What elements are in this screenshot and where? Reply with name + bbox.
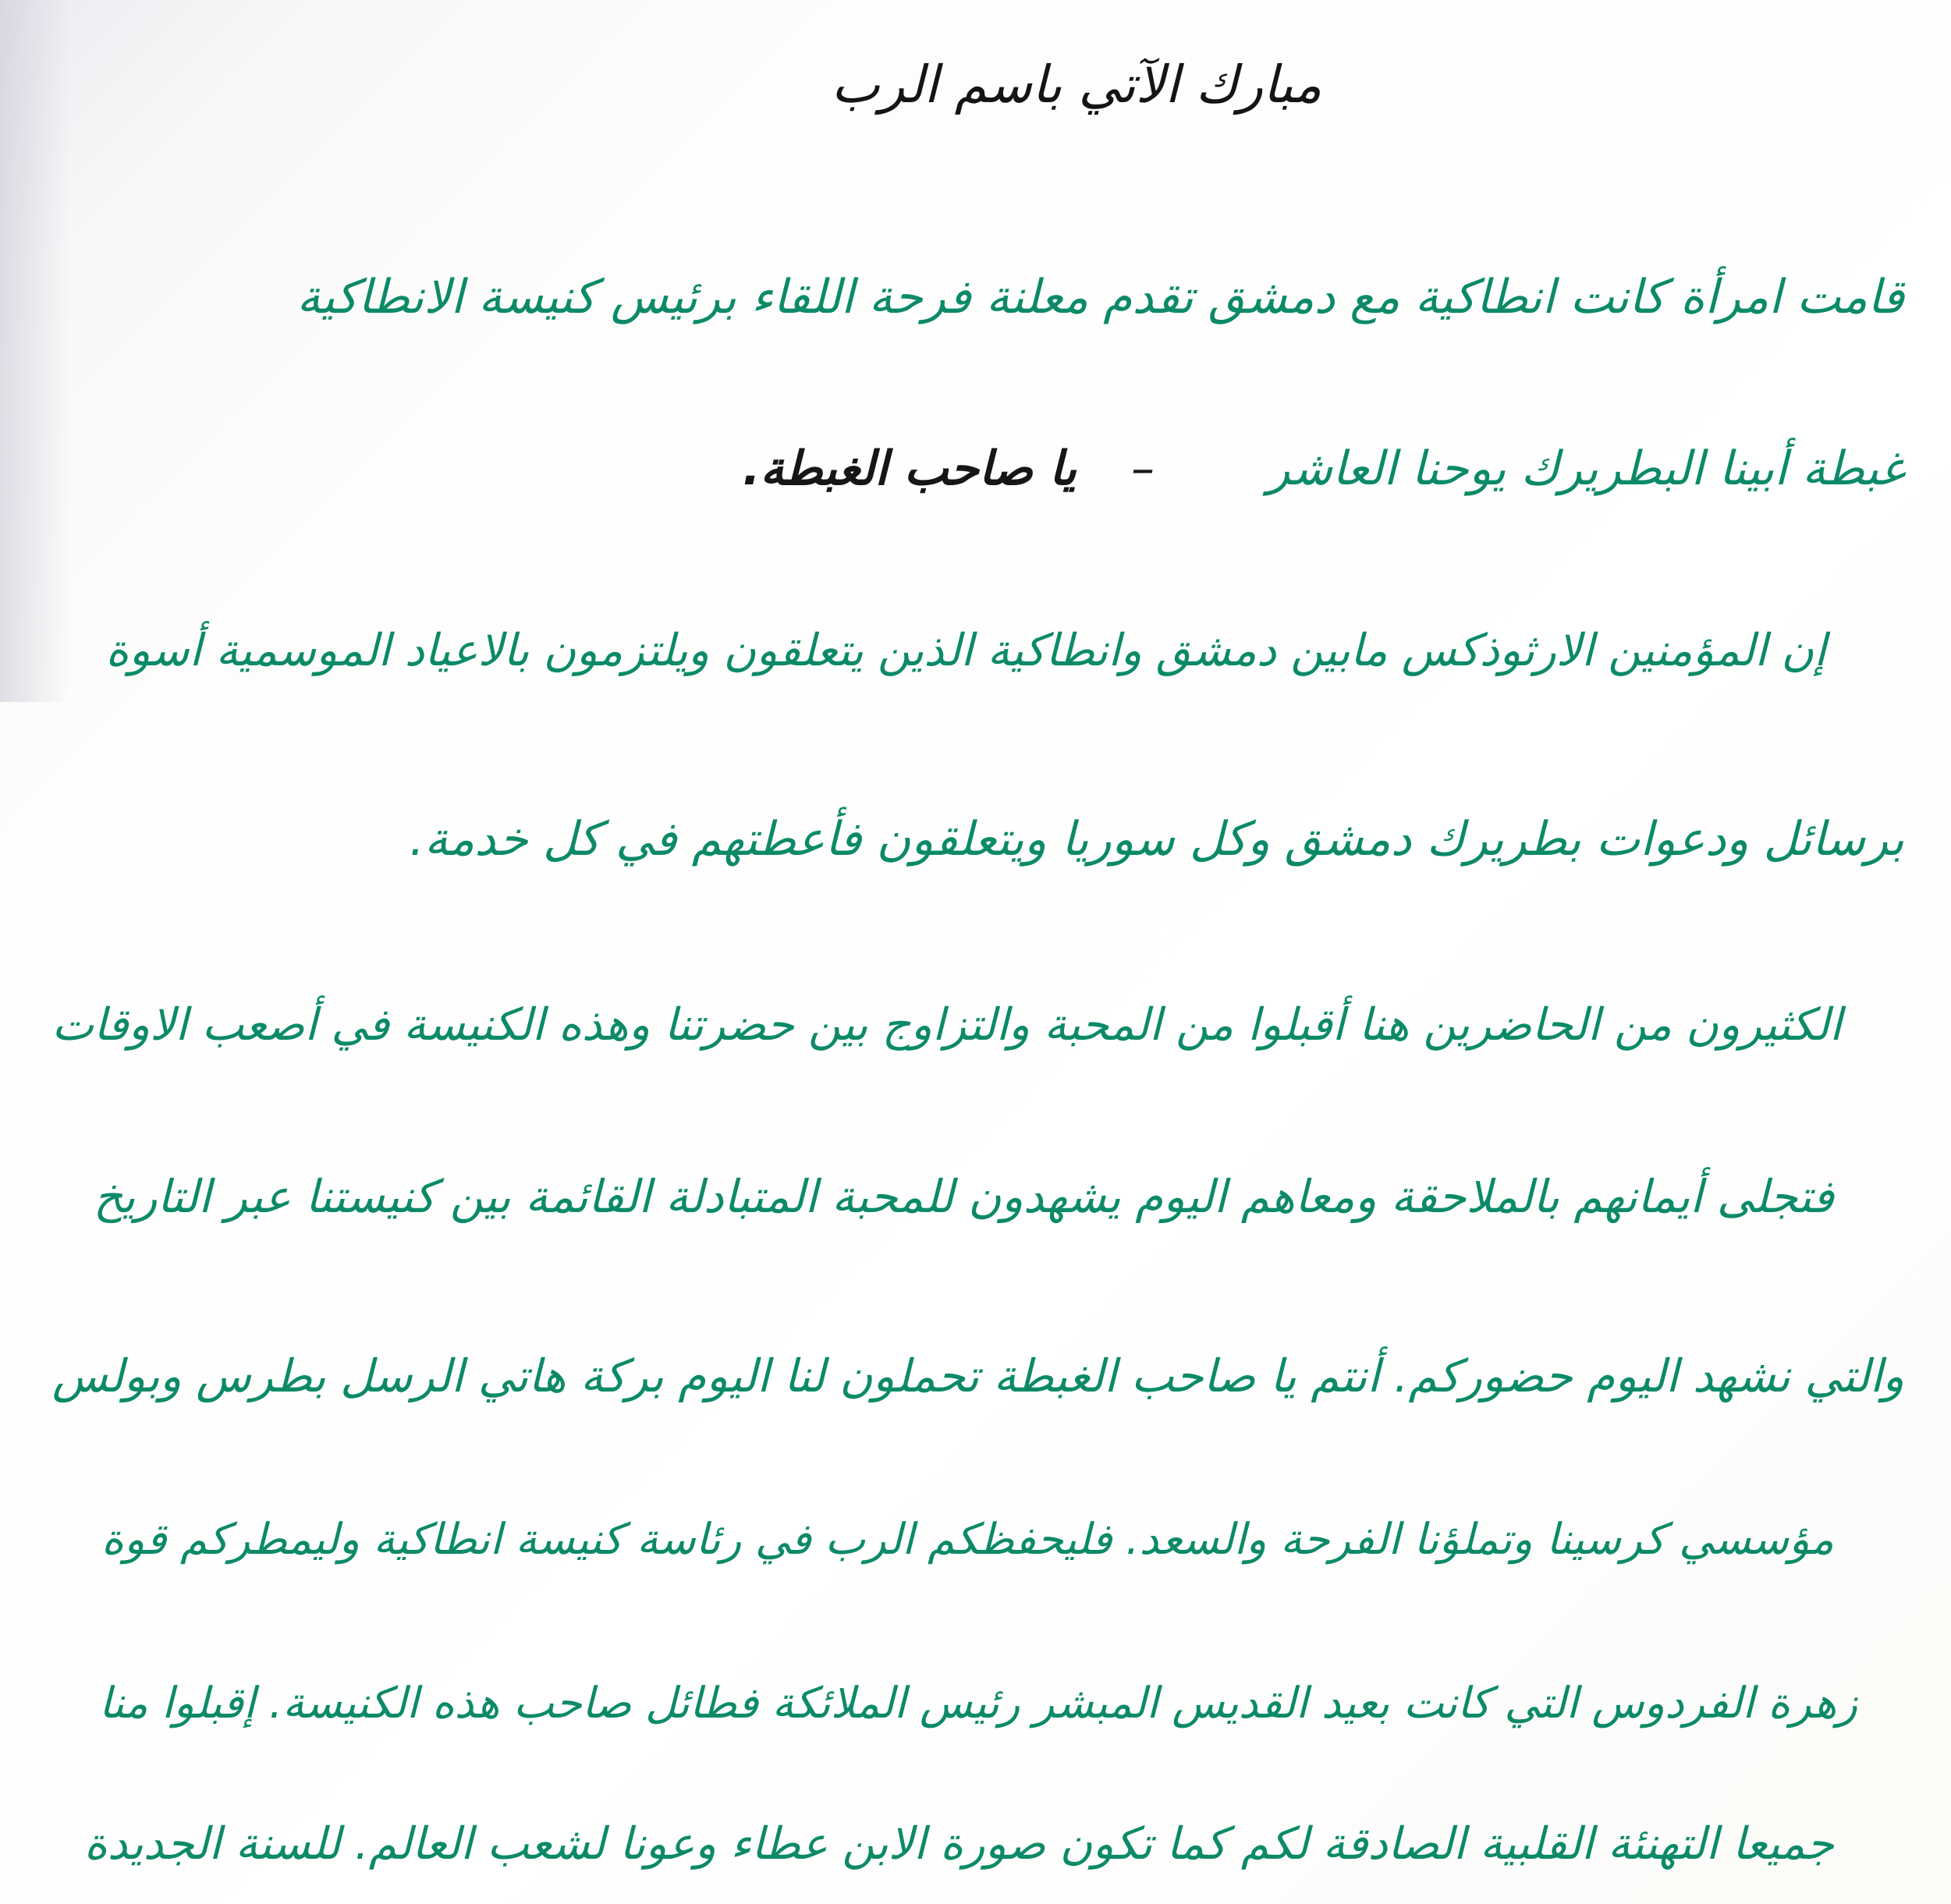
letter-line-4: إن المؤمنين الارثوذكس مابين دمشق وانطاكية الذين يتعلقون ويلتزمون بالاعياد الموسمية أسوة	[105, 625, 1826, 676]
paper-shadow	[0, 0, 70, 702]
letter-line-5: برسائل ودعوات بطريرك دمشق وكل سوريا ويتعلقون فأعطتهم في كل خدمة.	[409, 812, 1904, 867]
letter-line-11: جميعا التهنئة القلبية الصادقة لكم كما تكون صورة الابن عطاء وعونا لشعب العالم. للسنة الجديدة	[83, 1818, 1834, 1870]
letter-line-10: زهرة الفردوس التي كانت بعيد القديس المبشر رئيس الملائكة فطائل صاحب هذه الكنيسة. إقبلوا منا	[98, 1678, 1857, 1728]
letter-line-1: قامت امرأة كانت انطاكية مع دمشق تقدم معلنة فرحة اللقاء برئيس كنيسة الانطاكية	[296, 270, 1904, 324]
letter-line-6: الكثيرون من الحاضرين هنا أقبلوا من المحبة والتزاوج بين حضرتنا وهذه الكنيسة في أصعب الاوقات	[51, 999, 1842, 1051]
letter-line-9: مؤسسي كرسينا وتملؤنا الفرحة والسعد. فليحفظكم الرب في رئاسة كنيسة انطاكية وليمطركم قوة	[101, 1514, 1834, 1564]
letter-line-7: فتجلى أيمانهم بالملاحقة ومعاهم اليوم يشهدون للمحبة المتبادلة القائمة بين كنيستنا عبر التاريخ	[93, 1170, 1834, 1223]
letter-line-2: غبطة أبينا البطريرك يوحنا العاشر	[1267, 441, 1904, 496]
dash-separator: –	[1131, 441, 1155, 496]
letter-title: مبارك الآتي باسم الرب	[831, 55, 1322, 115]
letter-line-8: والتي نشهد اليوم حضوركم. أنتم يا صاحب الغبطة تحملون لنا اليوم بركة هاتي الرسل بطرس وبولس	[51, 1349, 1904, 1402]
letter-line-3: يا صاحب الغبطة.	[742, 441, 1077, 496]
